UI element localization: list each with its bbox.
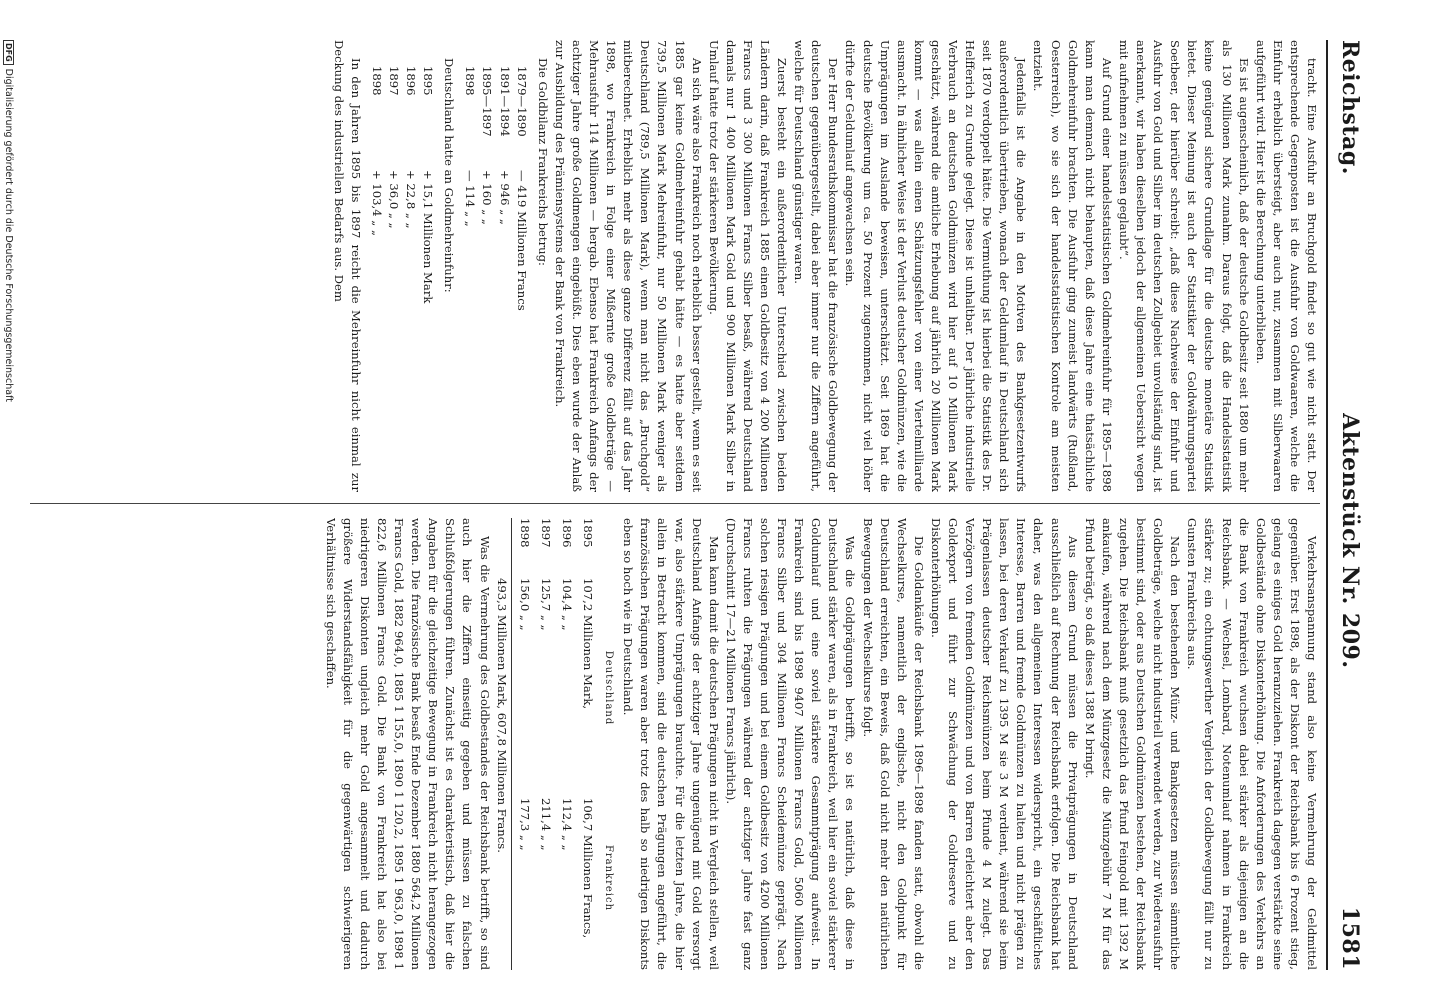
table-caption: Die Goldbilanz Frankreichs betrug:	[535, 58, 550, 266]
table-row: 1891—1894 + 946 „ „	[497, 66, 512, 225]
table-row: 1895 107,2 Millionen Mark, 106,7 Millionen Francs,	[581, 518, 596, 939]
digitization-credit: DFGDigitalisierung gefördert durch die Deutsche Forschungsgemeinschaft	[3, 40, 14, 1000]
right-paragraph: Man kann damit die deutschen Prägungen nicht in Vergleich stellen, weil Deutschland Anfangs der achtziger Jahre ungenügend mit Gold versorgt war, also stärkere Umprägungen brauchte. Für die letzten Jahre, die hier allein in Betracht kommen, sind die deutschen Prägungen angeführt, die französischen Prägungen waren aber trotz des halb so niedrigen Diskonts eben so hoch wie in Deutschland.	[621, 518, 721, 970]
table-row: 1898 — 114 „ „	[463, 66, 478, 227]
left-paragraph: Zuerst besteht ein außerordentlicher Unterschied zwischen beiden Ländern darin, daß Frankreich 1885 einen Goldbesitz von 4 200 Millionen Francs und 3 300 Millionen Francs Silber besaß, während Deutschland damals nur 1 400 Millionen Mark Gold und 900 Millionen Mark Silber in Umlauf hatte trotz der stärkeren Bevölkerung.	[706, 40, 790, 492]
table-row: 1898 156,0 „ „ 177,3 „ „	[517, 518, 532, 851]
page-number: 1581	[1337, 906, 1363, 970]
header-rule	[1326, 40, 1328, 970]
left-paragraph: tracht. Eine Ausfuhr an Bruchgold findet so gut wie nicht statt. Der entsprechende Gegenposten ist die Ausfuhr von Goldwaaren, welche die Einfuhr erheblich übersteigt, aber auch nur, zusammen mit Silberwaaren aufgeführt wird. Hier ist die Berechnung unterblieben.	[1253, 40, 1319, 492]
right-paragraph: Nach den bestehenden Münz- und Bankgesetzen müssen sämmtliche Goldbeträge, welche nicht industriell verwendet werden, zur Wiederausfuhr bestimmt sind, oder aus Deutschen Goldmünzen bestehen, der Reichsbank zugehen. Die Reichsbank muß gesetzlich das Pfund Feingold mit 1392 M ankaufen, während nach dem Münzgesetz die Münzgebühr 7 M für das Pfund beträgt, so daß dieses 1388 M bringt.	[1082, 518, 1183, 970]
right-paragraph: Was die Goldprägungen betrifft, so ist es natürlich, daß diese in Deutschland stärker waren, als in Frankreich, weil hier ein soviel stärkerer Goldumlauf und eine soviel stärkere Gesammtprägung aufweist. In Frankreich sind bis 1898 9407 Millionen Francs Gold, 5060 Millionen Francs Silber und 304 Millionen Francs Scheidemünze geprägt. Nach solchen riesigen Prägungen und bei einem Goldbesitz von 4200 Millionen Francs ruhten die Prägungen während der achtziger Jahre fast ganz (Durchschnitt 17—21 Millionen Francs jährlich).	[723, 518, 858, 970]
left-paragraph: An sich wäre also Frankreich noch erheblich besser gestellt, wenn es seit 1885 gar keine Goldmehreinfuhr gehabt hätte — es hatte aber seitdem 739,5 Millionen Mark Mehreinfuhr, nur 50 Millionen Mark weniger als Deutschland (789,5 Millionen Mark), wenn man nicht das „Bruchgold“ mitberechnet. Erheblich mehr als diese ganze Differenz fällt auf das Jahr 1898, wo Frankreich in Folge einer Mißernte große Goldbeträge — Mehrausfuhr 114 Millionen — hergab. Ebenso hat Frankreich Anfangs der achtziger Jahre große Goldmengen eingebüßt. Dies eben wurde der Anlaß zur Ausbildung des Prämiensystems der Bank von Frankreich.	[552, 40, 704, 492]
table-row: 1898 + 103,4 „ „	[369, 66, 384, 236]
right-paragraph: Verkehrsanspannung stand also keine Vermehrung der Geldmittel gegenüber. Erst 1898, als der Diskont der Reichsbank bis 6 Prozent stieg, gelang es einiges Gold heranzuziehen. Frankreich dagegen verstärkte seine Goldbestände ohne Diskonterhöhung. Die Anforderungen des Verkehrs an die Bank von Frankreich wuchsen dabei stärker als diejenigen an die Reichsbank. — Wechsel, Lombard, Notenumlauf nahmen in Frankreich stärker zu; ein ochtungswerther Vergleich der Goldbewegung fällt nur zu Gunsten Frankreichs aus.	[1185, 518, 1319, 970]
right-paragraph: Aus diesem Grund müssen die Privatprägungen in Deutschland ausschließlich auf Rechnung der Reichsbank erfolgen. Die Reichsbank hat daher, was den allgemeinen Interessen widerspricht, ein geschäftliches Interesse, Barren und fremde Goldmünzen zu halten und nicht prägen zu lassen, bei deren Verkauf zu 1395 M sie 3 M verdient, während sie beim Prägenlassen deutscher Reichsmünzen beim Pfunde 4 M zulegt. Das Verzögern von fremden Goldmünzen und von Barren erleichtert aber den Goldexport und führt zur Schwächung der Goldreserve und zu Diskonterhöhungen.	[928, 518, 1080, 970]
header-center: Aktenstück Nr. 209.	[1337, 413, 1363, 669]
left-paragraph: Jedenfalls ist die Angabe in den Motiven des Bankgesetzentwurfs außerordentlich übertrieben, wonach der Geldumlauf in Deutschland sich seit 1870 verdoppelt hätte. Die Vermuthung ist hierbei die Statistik des Dr. Helfferich zu Grunde gelegt. Diese ist unhaltbar. Der jährliche industrielle Verbrauch an deutschen Goldmünzen wird hier auf 10 Millionen Mark geschätzt, während die amtliche Erhebung auf jährlich 20 Millionen Mark kommt — was allein einen Schätzungsfehler von einer Viertelmilliarde ausmacht. In ähnlicher Weise ist der Verlust deutscher Goldmünzen, wie die Umprägungen im Auslande beweisen, unterschätzt. Seit 1869 hat die deutsche Bevölkerung um ca. 50 Prozent zugenommen, nicht viel höher dürfte der Geldumlauf angewachsen sein.	[843, 40, 1029, 492]
table-row: 1879—1890 — 419 Millionen Francs	[514, 66, 529, 311]
left-paragraph: Auf Grund einer handelsstatistischen Goldmehreinfuhr für 1895—1898 kann man demnach nicht behaupten, daß diese Jahre eine thatsächliche Goldmehreinfuhr brachten. Die Ausfuhr ging zumeist landwärts (Rußland, Oesterreich), wo sie sich der handelsstatistischen Kontrole am meisten entzieht.	[1031, 40, 1114, 492]
left-paragraph: Es ist augenscheinlich, daß der deutsche Goldbesitz seit 1880 um mehr als 130 Millionen Mark zunahm. Daraus folgt, daß die Handelsstatistik keine genügend sichere Grundlage für die deutsche monetäre Statistik bietet. Dieser Meinung ist auch der Statistiker der Goldwährungspartei Soetbeer, der hierüber schreibt: „daß diese Nachweise der Einfuhr und Ausfuhr von Gold und Silber im deutschen Zollgebiet unvollständig sind, ist anerkannt, wir haben dieselben jedoch der allgemeinen Uebersicht wegen mit aufnehmen zu müssen geglaubt“.	[1116, 40, 1251, 492]
table-sum-row: 493,3 Millionen Mark, 607,8 Millionen Francs.	[493, 518, 512, 970]
page-header	[1330, 40, 1370, 970]
dfg-logo: DFG	[3, 40, 14, 65]
table-row: 1896 + 22,8 „ „	[404, 66, 419, 229]
coinage-table-header: Deutschland Frankreich	[603, 650, 615, 912]
header-left: Reichstag.	[1337, 40, 1363, 175]
left-paragraph: Der Herr Bundesrathskommissar hat die französische Goldbewegung der deutschen gegenübergestellt, dabei aber immer nur die Ziffern angeführt, welche für Deutschland günstiger waren.	[792, 40, 841, 492]
right-paragraph: Was die Vermehrung des Goldbestandes der Reichsbank betrifft, so sind auch hier die Ziffern einseitig gegeben und müssen zu falschen Schlußfolgerungen führen. Zunächst ist es charakteristisch, daß hier die Angaben für die gleichzeitige Bewegung in Frankreich nicht herangezogen werden. Die französische Bank besaß Ende Dezember 1880 564,2 Millionen Francs Gold, 1882 964,0, 1885 1 155,0, 1890 1 120,2, 1895 1 963,0, 1898 1 822,6 Millionen Francs Gold. Die Bank von Frankreich hat also bei niedrigeren Diskonten ungleich mehr Gold angesammelt und dadurch größere Widerstandsfähigkeit für die gegenwärtigen schwierigeren Verhältnisse sich geschaffen.	[323, 518, 492, 970]
right-paragraph: Die Goldankäufe der Reichsbank 1896—1898 fanden statt, obwohl die Wechselkurse, namentlich der englische, nicht den Goldpunkt für Deutschland erreichten, ein Beweis, daß Gold nicht mehr den natürlichen Bewegungen der Wechselkurse folgt.	[860, 518, 926, 970]
table-row: 1897 125,7 „ „ 211,4 „ „	[538, 518, 553, 851]
left-column	[20, 40, 1320, 492]
table-row: 1895 + 15,1 Millionen Mark	[421, 66, 436, 304]
column-divider	[30, 503, 1320, 504]
table-row: 1895—1897 + 160 „ „	[480, 66, 495, 225]
right-column	[20, 518, 1320, 970]
gold-import-germany-table	[368, 66, 436, 492]
table-row: 1896 104,4 „ „ 112,4 „ „	[559, 518, 574, 851]
gold-balance-france-table	[461, 66, 529, 492]
table-row: 1897 + 36,0 „ „	[387, 66, 402, 229]
table-caption: Deutschland hatte an Goldmehreinfuhr:	[442, 58, 457, 293]
left-paragraph: In den Jahren 1895 bis 1897 reicht die Mehreinfuhr nicht einmal zur Deckung des industriellen Bedarfs aus. Dem	[331, 40, 363, 492]
